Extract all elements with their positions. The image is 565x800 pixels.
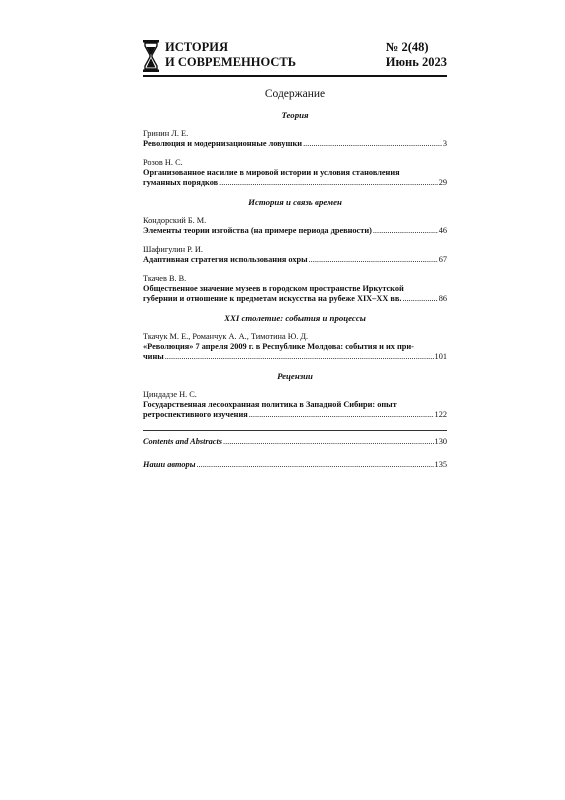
entry-title-cont: губернии и отношение к предметам искусства на рубеже XIX–XX вв. <box>143 294 402 303</box>
entry-title-line <box>143 178 447 188</box>
issue-number: № 2(48) <box>385 40 429 54</box>
page-number: 122 <box>434 410 447 419</box>
leader-dots <box>223 437 434 447</box>
entry-author: Циндадзе Н. С. <box>143 390 197 399</box>
entry-title: Революция и модернизационные ловушки <box>143 139 303 148</box>
toc-entry-contents-and-abstracts[interactable] <box>143 437 447 447</box>
hourglass-icon <box>143 40 159 72</box>
entry-title-line <box>143 226 447 236</box>
leader-dots <box>402 294 437 304</box>
entry-title: Элементы теории изгойства (на примере периода древности) <box>143 226 372 235</box>
section-title: История и связь времен <box>248 197 342 207</box>
toc-entry[interactable] <box>143 216 447 236</box>
entry-author: Ткачук М. Е., Романчук А. А., Тимотина Ю. Д. <box>143 332 309 341</box>
entry-title-line <box>143 139 447 149</box>
entry-title-cont: чины <box>143 352 164 361</box>
page-number: 130 <box>434 437 447 446</box>
journal-title-line1: ИСТОРИЯ <box>165 40 229 54</box>
divider <box>143 430 447 431</box>
entry-title-line <box>143 410 447 420</box>
entry-title-cont: ретроспективного изучения <box>143 410 248 419</box>
leader-dots <box>303 139 442 149</box>
entry-title: Адаптивная стратегия использования охры <box>143 255 308 264</box>
leader-dots <box>165 352 434 362</box>
page-number: 3 <box>442 139 447 148</box>
page-number: 86 <box>438 294 447 303</box>
entry-title: Общественное значение музеев в городском пространстве Иркутской <box>143 284 404 293</box>
entry-title: Contents and Abstracts <box>143 437 222 446</box>
entry-title: «Революция» 7 апреля 2009 г. в Республике Молдова: события и их при- <box>143 342 414 351</box>
issue-info <box>386 40 447 69</box>
leader-dots <box>373 226 438 236</box>
leader-dots <box>249 410 434 420</box>
toc-entry[interactable] <box>143 390 447 420</box>
leader-dots <box>309 255 438 265</box>
header-rule <box>143 75 447 77</box>
issue-date: Июнь 2023 <box>385 54 447 69</box>
journal-title-line2: И СОВРЕМЕННОСТЬ <box>165 54 296 69</box>
entry-author: Ткачев В. В. <box>143 274 187 283</box>
entry-title-cont: гуманных порядков <box>143 178 219 187</box>
leader-dots <box>219 178 438 188</box>
page-header <box>143 40 447 74</box>
page-number: 135 <box>434 460 447 469</box>
toc-entry[interactable] <box>143 274 447 304</box>
toc-entry-our-authors[interactable] <box>143 460 447 470</box>
page-number: 101 <box>434 352 447 361</box>
table-of-contents <box>143 104 447 470</box>
entry-author: Розов Н. С. <box>143 158 183 167</box>
toc-entry[interactable] <box>143 332 447 362</box>
page-number: 46 <box>438 226 447 235</box>
entry-title: Государственная лесоохранная политика в Западной Сибири: опыт <box>143 400 397 409</box>
toc-entry[interactable] <box>143 245 447 265</box>
toc-entry[interactable] <box>143 158 447 188</box>
section-title: Рецензии <box>277 371 313 381</box>
entry-title: Наши авторы <box>143 460 196 469</box>
entry-author: Шафигулин Р. И. <box>143 245 203 254</box>
toc-entry[interactable] <box>143 129 447 149</box>
entry-title-line <box>143 294 447 304</box>
entry-author: Кондорский Б. М. <box>143 216 207 225</box>
section-title: XXI столетие: события и процессы <box>224 313 366 323</box>
contents-title: Содержание <box>264 88 326 100</box>
entry-author: Гринин Л. Е. <box>143 129 189 138</box>
journal-title <box>165 40 296 69</box>
entry-title-line <box>143 255 447 265</box>
entry-title: Организованное насилие в мировой истории и условия становления <box>143 168 400 177</box>
section-title: Теория <box>281 110 309 120</box>
entry-title-line <box>143 352 447 362</box>
page-number: 29 <box>438 178 447 187</box>
page-number: 67 <box>438 255 447 264</box>
leader-dots <box>196 460 433 470</box>
